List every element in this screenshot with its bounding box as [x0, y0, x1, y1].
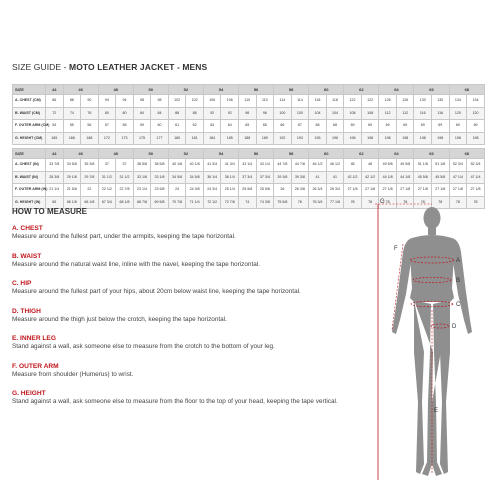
- table-cell: 88: [168, 107, 186, 120]
- table-cell: 108: [361, 107, 379, 120]
- table-cell: 88: [63, 95, 81, 108]
- table-cell: 29 7/8: [81, 171, 99, 184]
- table-row: [13, 107, 485, 120]
- table-cell: 24 3/8: [186, 184, 204, 197]
- size-header-cell: 56: [239, 149, 274, 159]
- table-cell: 27 1/8: [432, 184, 450, 197]
- table-cell: 68 7/8: [133, 196, 151, 209]
- table-cell: 28 3/8: [46, 171, 64, 184]
- table-cell: 181: [186, 132, 204, 145]
- measure-description: Measure around the natural waist line, inline with the navel, keeping the tape horizontal.: [12, 260, 260, 268]
- table-cell: 94: [98, 95, 116, 108]
- measure-label: D. THIGH: [12, 307, 41, 315]
- table-cell: 27 1/8: [396, 184, 414, 197]
- table-cell: 27 1/8: [379, 184, 397, 197]
- table-cell: 114: [274, 95, 292, 108]
- table-cell: 78: [396, 196, 414, 209]
- measure-item: [12, 335, 362, 351]
- table-cell: 184: [203, 132, 221, 145]
- table-cell: 188: [239, 132, 257, 145]
- table-cell: 76: [291, 196, 309, 209]
- table-cell: 106: [203, 95, 221, 108]
- table-cell: 193: [291, 132, 309, 145]
- table-cell: 84: [133, 107, 151, 120]
- table-row: [13, 159, 485, 172]
- table-cell: 26: [274, 184, 292, 197]
- table-cell: 22 1/2: [98, 184, 116, 197]
- table-cell: 102: [186, 95, 204, 108]
- table-cell: 122: [344, 95, 362, 108]
- table-cell: 51 1/8: [414, 159, 432, 172]
- table-cell: 120: [449, 107, 467, 120]
- table-cell: 26 3/4: [326, 184, 344, 197]
- row-label: B. WAIST (IN): [13, 171, 46, 184]
- table-cell: 54: [46, 120, 64, 133]
- table-cell: 92: [203, 107, 221, 120]
- measure-label: B. WAIST: [12, 252, 42, 260]
- measure-description: Measure around the fullest part, under the armpits, keeping the tape horizontal.: [12, 233, 236, 240]
- table-cell: 77 1/8: [326, 196, 344, 209]
- measure-description: Measure around the fullest part of your hips, about 20cm below waist line, keeping the tape horizontal.: [12, 288, 301, 295]
- table-row: [13, 95, 485, 108]
- table-row: [13, 120, 485, 133]
- table-cell: 27 1/8: [361, 184, 379, 197]
- label-e: E: [434, 408, 439, 414]
- table-cell: 78: [467, 196, 485, 209]
- size-header-cell: 64: [379, 149, 414, 159]
- table-cell: 41 3/4: [221, 159, 239, 172]
- table-cell: 67: [291, 120, 309, 133]
- row-label: A. CHEST (CM): [13, 95, 46, 108]
- size-header-label: SIZE: [13, 85, 46, 95]
- table-cell: 61: [168, 120, 186, 133]
- table-cell: 21 1/4: [46, 184, 64, 197]
- table-cell: 57: [98, 120, 116, 133]
- table-cell: 41 3/4: [203, 159, 221, 172]
- table-cell: 69: [379, 120, 397, 133]
- table-cell: 69: [396, 120, 414, 133]
- size-header-cell: 60: [309, 85, 344, 95]
- table-cell: 44 1/8: [396, 171, 414, 184]
- table-cell: 104: [309, 107, 327, 120]
- measure-item: [12, 280, 362, 296]
- table-cell: 36 1/4: [203, 171, 221, 184]
- size-header-cell: 58: [274, 85, 309, 95]
- table-cell: 110: [256, 95, 274, 108]
- table-cell: 104: [326, 107, 344, 120]
- table-cell: 45 5/8: [414, 171, 432, 184]
- table-cell: 23 1/4: [133, 184, 151, 197]
- table-cell: 78: [432, 196, 450, 209]
- table-cell: 69: [432, 120, 450, 133]
- table-cell: 94: [116, 95, 134, 108]
- table-cell: 70 7/8: [168, 196, 186, 209]
- table-cell: 66 1/8: [81, 196, 99, 209]
- table-cell: 68: [326, 120, 344, 133]
- table-cell: 25 1/4: [221, 184, 239, 197]
- size-header-cell: 62: [344, 85, 379, 95]
- table-cell: 45 5/8: [432, 171, 450, 184]
- table-cell: 34 5/8: [186, 171, 204, 184]
- table-cell: 80: [98, 107, 116, 120]
- table-cell: 116: [432, 107, 450, 120]
- table-cell: 88: [186, 107, 204, 120]
- row-label: G. HEIGHT (IN): [13, 196, 46, 209]
- table-cell: 173: [116, 132, 134, 145]
- table-cell: 21 5/8: [63, 184, 81, 197]
- how-to-measure-heading: HOW TO MEASURE: [12, 207, 87, 216]
- table-cell: 27 1/8: [467, 184, 485, 197]
- label-a: A: [456, 258, 461, 264]
- table-cell: 43 1/4: [239, 159, 257, 172]
- table-cell: 27 1/8: [414, 184, 432, 197]
- table-cell: 114: [291, 95, 309, 108]
- size-header-cell: 50: [133, 149, 168, 159]
- table-cell: 33 7/8: [46, 159, 64, 172]
- table-cell: 58: [116, 120, 134, 133]
- size-header-row: [13, 85, 485, 95]
- table-cell: 185: [221, 132, 239, 145]
- row-label: B. WAIST (CM): [13, 107, 46, 120]
- table-cell: 65: [256, 120, 274, 133]
- table-cell: 44 1/8: [379, 171, 397, 184]
- table-cell: 180: [168, 132, 186, 145]
- table-cell: 76: [81, 107, 99, 120]
- table-cell: 35 3/8: [81, 159, 99, 172]
- measure-label: C. HIP: [12, 280, 32, 287]
- table-cell: 24: [168, 184, 186, 197]
- table-cell: 27 1/8: [344, 184, 362, 197]
- table-cell: 74: [63, 107, 81, 120]
- table-cell: 168: [63, 132, 81, 145]
- table-cell: 90: [81, 95, 99, 108]
- table-cell: 38 5/8: [133, 159, 151, 172]
- measure-description: Stand against a wall, ask someone else to measure from the floor to the top of your head, keeping the tape vertical.: [12, 398, 338, 405]
- table-cell: 134: [467, 95, 485, 108]
- table-cell: 69 5/8: [151, 196, 169, 209]
- table-cell: 102: [168, 95, 186, 108]
- table-cell: 63: [203, 120, 221, 133]
- table-cell: 130: [414, 95, 432, 108]
- table-cell: 62: [186, 120, 204, 133]
- label-d: D: [452, 324, 457, 330]
- size-header-cell: 64: [379, 85, 414, 95]
- table-cell: 198: [396, 132, 414, 145]
- table-cell: 108: [344, 107, 362, 120]
- size-header-cell: 50: [133, 85, 168, 95]
- table-cell: 66: [274, 120, 292, 133]
- table-cell: 165: [46, 132, 64, 145]
- table-cell: 65: [46, 196, 64, 209]
- table-cell: 72 7/8: [221, 196, 239, 209]
- table-cell: 27 1/8: [449, 184, 467, 197]
- row-label: A. CHEST (IN): [13, 159, 46, 172]
- label-c: C: [456, 302, 461, 308]
- size-header-cell: 48: [98, 85, 133, 95]
- measure-item: [12, 363, 362, 379]
- table-cell: 84: [151, 107, 169, 120]
- table-cell: 72 1/2: [203, 196, 221, 209]
- table-cell: 118: [309, 95, 327, 108]
- table-cell: 41: [309, 171, 327, 184]
- size-header-cell: 60: [309, 149, 344, 159]
- size-header-cell: 54: [203, 85, 238, 95]
- table-cell: 118: [326, 95, 344, 108]
- title-main: MOTO LEATHER JACKET - MENS: [69, 62, 208, 72]
- table-cell: 198: [361, 132, 379, 145]
- table-cell: 66 1/8: [63, 196, 81, 209]
- table-cell: 37 3/4: [256, 171, 274, 184]
- table-cell: 120: [467, 107, 485, 120]
- label-b: B: [456, 278, 461, 284]
- size-header-cell: 68: [449, 85, 484, 95]
- table-cell: 71 1/4: [186, 196, 204, 209]
- table-cell: 69: [414, 120, 432, 133]
- table-cell: 48: [361, 159, 379, 172]
- table-cell: 34 5/8: [168, 171, 186, 184]
- table-cell: 69: [344, 120, 362, 133]
- table-cell: 126: [396, 95, 414, 108]
- table-cell: 41: [326, 171, 344, 184]
- table-cell: 198: [344, 132, 362, 145]
- table-cell: 64: [221, 120, 239, 133]
- table-cell: 195: [309, 132, 327, 145]
- table-cell: 46 1/2: [309, 159, 327, 172]
- table-cell: 37: [98, 159, 116, 172]
- size-header-cell: 54: [203, 149, 238, 159]
- table-cell: 23 5/8: [151, 184, 169, 197]
- table-cell: 39 3/8: [274, 171, 292, 184]
- table-cell: 40 1/8: [168, 159, 186, 172]
- table-cell: 33 1/8: [133, 171, 151, 184]
- table-cell: 126: [379, 95, 397, 108]
- measure-description: Measure from shoulder (Humerus) to wrist.: [12, 370, 134, 378]
- measure-item: [12, 308, 362, 324]
- measure-label: E. INNER LEG: [12, 335, 56, 342]
- table-cell: 177: [151, 132, 169, 145]
- size-header-cell: 52: [168, 85, 203, 95]
- table-cell: 198: [432, 132, 450, 145]
- table-cell: 38 5/8: [151, 159, 169, 172]
- table-cell: 52 3/4: [449, 159, 467, 172]
- size-header-cell: 52: [168, 149, 203, 159]
- table-cell: 56: [81, 120, 99, 133]
- table-cell: 78: [449, 196, 467, 209]
- table-cell: 42 1/2: [344, 171, 362, 184]
- table-cell: 25 5/8: [239, 184, 257, 197]
- table-cell: 68: [309, 120, 327, 133]
- table-cell: 68 1/8: [116, 196, 134, 209]
- size-header-cell: 66: [414, 149, 449, 159]
- table-cell: 74 3/8: [256, 196, 274, 209]
- table-cell: 22: [81, 184, 99, 197]
- measure-item: [12, 253, 362, 269]
- table-cell: 78: [361, 196, 379, 209]
- table-cell: 106: [221, 95, 239, 108]
- row-label: F. OUTER ARM (IN): [13, 184, 46, 197]
- table-cell: 172: [98, 132, 116, 145]
- size-header-cell: 46: [63, 85, 98, 95]
- table-cell: 192: [274, 132, 292, 145]
- size-header-cell: 66: [414, 85, 449, 95]
- title-prefix: SIZE GUIDE -: [12, 62, 70, 72]
- table-cell: 49 5/8: [379, 159, 397, 172]
- measure-label: G. HEIGHT: [12, 390, 46, 397]
- table-cell: 65: [239, 120, 257, 133]
- table-cell: 39 3/8: [291, 171, 309, 184]
- size-header-cell: 56: [239, 85, 274, 95]
- table-cell: 31 1/2: [98, 171, 116, 184]
- size-header-row: [13, 149, 485, 159]
- table-cell: 59: [133, 120, 151, 133]
- table-cell: 198: [379, 132, 397, 145]
- size-header-cell: 46: [63, 149, 98, 159]
- size-header-cell: 44: [46, 85, 64, 95]
- table-cell: 26 3/8: [291, 184, 309, 197]
- table-cell: 69: [449, 120, 467, 133]
- table-cell: 98: [133, 95, 151, 108]
- size-header-cell: 44: [46, 149, 64, 159]
- table-cell: 69: [467, 120, 485, 133]
- table-cell: 112: [396, 107, 414, 120]
- table-cell: 47 1/4: [449, 171, 467, 184]
- table-cell: 44 7/8: [274, 159, 292, 172]
- table-cell: 43 1/4: [256, 159, 274, 172]
- table-cell: 40 1/8: [186, 159, 204, 172]
- table-cell: 168: [81, 132, 99, 145]
- table-cell: 116: [414, 107, 432, 120]
- table-cell: 72: [46, 107, 64, 120]
- table-cell: 78: [414, 196, 432, 209]
- table-cell: 29 1/8: [63, 171, 81, 184]
- table-cell: 48: [344, 159, 362, 172]
- measure-item: [12, 225, 362, 241]
- table-cell: 92: [221, 107, 239, 120]
- table-cell: 74: [239, 196, 257, 209]
- table-cell: 196: [326, 132, 344, 145]
- table-cell: 130: [432, 95, 450, 108]
- table-cell: 46 1/2: [326, 159, 344, 172]
- table-cell: 42 1/2: [361, 171, 379, 184]
- table-cell: 86: [46, 95, 64, 108]
- row-label: F. OUTER ARM (CM): [13, 120, 46, 133]
- table-cell: 96: [256, 107, 274, 120]
- table-cell: 34 5/8: [63, 159, 81, 172]
- table-cell: 37 3/4: [239, 171, 257, 184]
- table-cell: 33 1/8: [151, 171, 169, 184]
- measure-description: Measure around the thigh just below the crotch, keeping the tape horizontal.: [12, 315, 227, 323]
- row-label: G. HEIGHT (CM): [13, 132, 46, 145]
- table-cell: 69: [361, 120, 379, 133]
- table-cell: 60: [151, 120, 169, 133]
- size-header-cell: 48: [98, 149, 133, 159]
- table-cell: 134: [449, 95, 467, 108]
- table-cell: 98: [151, 95, 169, 108]
- table-cell: 78: [344, 196, 362, 209]
- size-header-cell: 62: [344, 149, 379, 159]
- size-header-cell: 58: [274, 149, 309, 159]
- table-cell: 55: [63, 120, 81, 133]
- label-f: F: [394, 246, 398, 252]
- page-title: [12, 62, 207, 72]
- table-cell: 37: [116, 159, 134, 172]
- table-cell: 100: [291, 107, 309, 120]
- table-cell: 24 3/4: [203, 184, 221, 197]
- table-cell: 22 7/8: [116, 184, 134, 197]
- table-cell: 110: [239, 95, 257, 108]
- table-cell: 198: [449, 132, 467, 145]
- table-cell: 25 5/8: [256, 184, 274, 197]
- table-cell: 175: [133, 132, 151, 145]
- table-cell: 44 7/8: [291, 159, 309, 172]
- table-cell: 76 3/4: [309, 196, 327, 209]
- measure-label: F. OUTER ARM: [12, 362, 59, 370]
- table-cell: 80: [116, 107, 134, 120]
- table-cell: 198: [467, 132, 485, 145]
- table-cell: 96: [239, 107, 257, 120]
- size-header-label: SIZE: [13, 149, 46, 159]
- table-cell: 36 1/4: [221, 171, 239, 184]
- table-cell: 52 3/4: [467, 159, 485, 172]
- table-row: [13, 132, 485, 145]
- measure-label: A. CHEST: [12, 225, 43, 232]
- body-measurement-figure: [372, 192, 490, 488]
- table-cell: 100: [274, 107, 292, 120]
- table-cell: 189: [256, 132, 274, 145]
- label-g: G: [380, 199, 385, 205]
- table-cell: 47 1/4: [467, 171, 485, 184]
- table-cell: 122: [361, 95, 379, 108]
- measure-description: Stand against a wall, ask someone else to measure from the crotch to the bottom of your leg.: [12, 343, 275, 350]
- table-cell: 51 1/8: [432, 159, 450, 172]
- table-row: [13, 171, 485, 184]
- table-cell: 198: [414, 132, 432, 145]
- size-table-cm: [12, 84, 485, 145]
- table-cell: 112: [379, 107, 397, 120]
- table-cell: 31 1/2: [116, 171, 134, 184]
- table-cell: 75 5/8: [274, 196, 292, 209]
- table-cell: 78: [379, 196, 397, 209]
- table-cell: 26 3/4: [309, 184, 327, 197]
- table-cell: 49 5/8: [396, 159, 414, 172]
- measure-item: [12, 390, 362, 406]
- size-header-cell: 68: [449, 149, 484, 159]
- table-cell: 67 3/4: [98, 196, 116, 209]
